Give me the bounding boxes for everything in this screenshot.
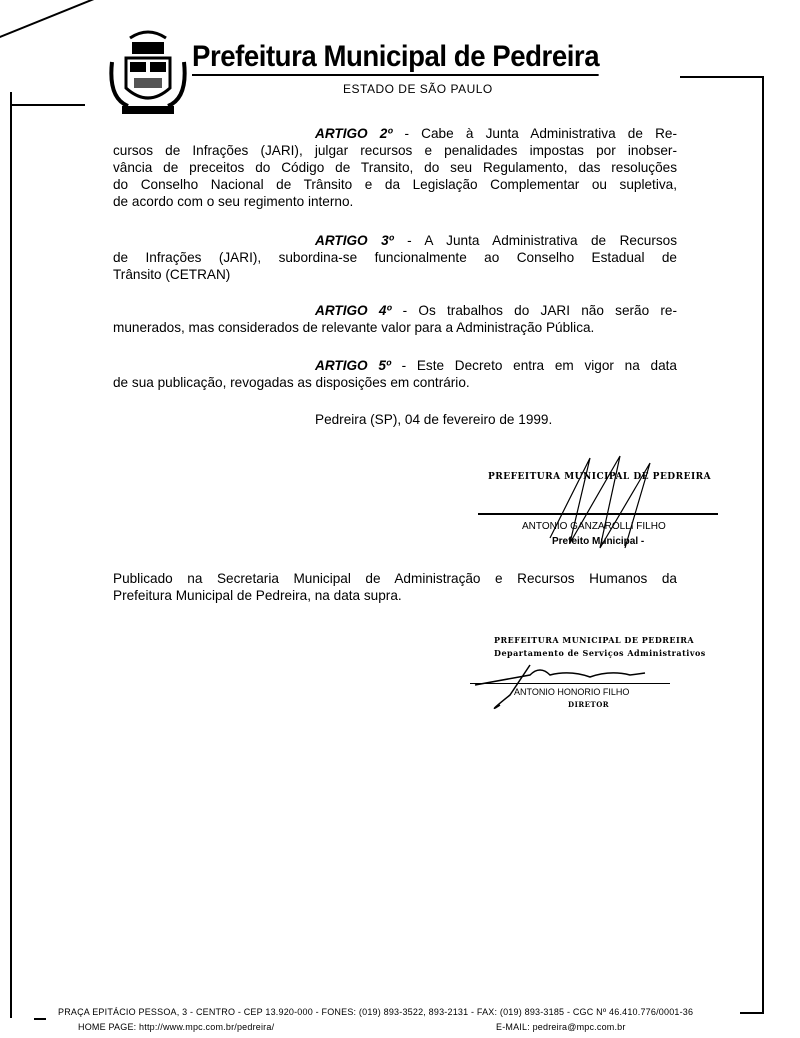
article-3-line: Trânsito (CETRAN) [113,267,231,282]
article-3-line: de Infrações (JARI), subordina-se funcionalmente ao Conselho Estadual de [113,250,677,265]
signature-2-name: ANTONIO HONORIO FILHO [514,687,630,697]
article-4-line: munerados, mas considerados de relevante valor para a Administração Pública. [113,320,595,335]
footer-address: PRAÇA EPITÁCIO PESSOA, 3 - CENTRO - CEP 13.920-000 - FONES: (019) 893-3522, 893-2131 - FAX: (019) 893-3185 - CGC Nº 46.410.776/0001-36 [58,1007,694,1017]
publication-line: Publicado na Secretaria Municipal de Administração e Recursos Humanos da [113,571,677,586]
frame-left [10,92,12,1018]
article-2-line: de acordo com o seu regimento interno. [113,194,354,209]
footer-homepage[interactable]: HOME PAGE: http://www.mpc.com.br/pedreira/ [78,1022,275,1032]
signature-1-stamp: PREFEITURA MUNICIPAL DE PEDREIRA [488,472,712,482]
date-line: Pedreira (SP), 04 de fevereiro de 1999. [315,412,553,427]
signature-2-stamp: PREFEITURA MUNICIPAL DE PEDREIRA [494,635,695,645]
signature-1-line [478,513,718,515]
frame-right [762,78,764,1013]
page-title: Prefeitura Municipal de Pedreira [192,40,599,76]
frame-bottom-right [740,1012,764,1014]
signature-1-role: Prefeito Municipal - [552,536,645,547]
signature-2-role: DIRETOR [568,700,610,709]
article-5-line: ARTIGO 5º - Este Decreto entra em vigor na data [315,358,677,373]
publication-line: Prefeitura Municipal de Pedreira, na data supra. [113,588,402,603]
article-3-line: ARTIGO 3º - A Junta Administrativa de Recursos [315,233,677,248]
frame-top-left [10,104,85,106]
article-2-line: ARTIGO 2º - Cabe à Junta Administrativa de Re- [315,126,677,141]
article-4-line: ARTIGO 4º - Os trabalhos do JARI não serão re- [315,303,678,318]
article-2-line: cursos de Infrações (JARI), julgar recursos e penalidades impostas por inobser- [113,143,677,158]
article-2-line: do Conselho Nacional de Trânsito e da Legislação Complementar ou supletiva, [113,177,677,192]
footer-email[interactable]: E-MAIL: pedreira@mpc.com.br [496,1022,626,1032]
page-subtitle: ESTADO DE SÃO PAULO [343,82,493,96]
frame-top-right [680,76,764,78]
signature-2-line [470,683,670,684]
frame-bottom-left [34,1018,46,1020]
article-2-line: vância de preceitos do Código de Transito, do seu Regulamento, das resoluções [113,160,677,175]
article-5-line: de sua publicação, revogadas as disposições em contrário. [113,375,470,390]
coat-of-arms-seal [108,28,188,120]
signature-2-dept: Departamento de Serviços Administrativos [494,648,706,658]
signature-1-name: ANTONIO GANZAROLLI FILHO [522,521,666,532]
